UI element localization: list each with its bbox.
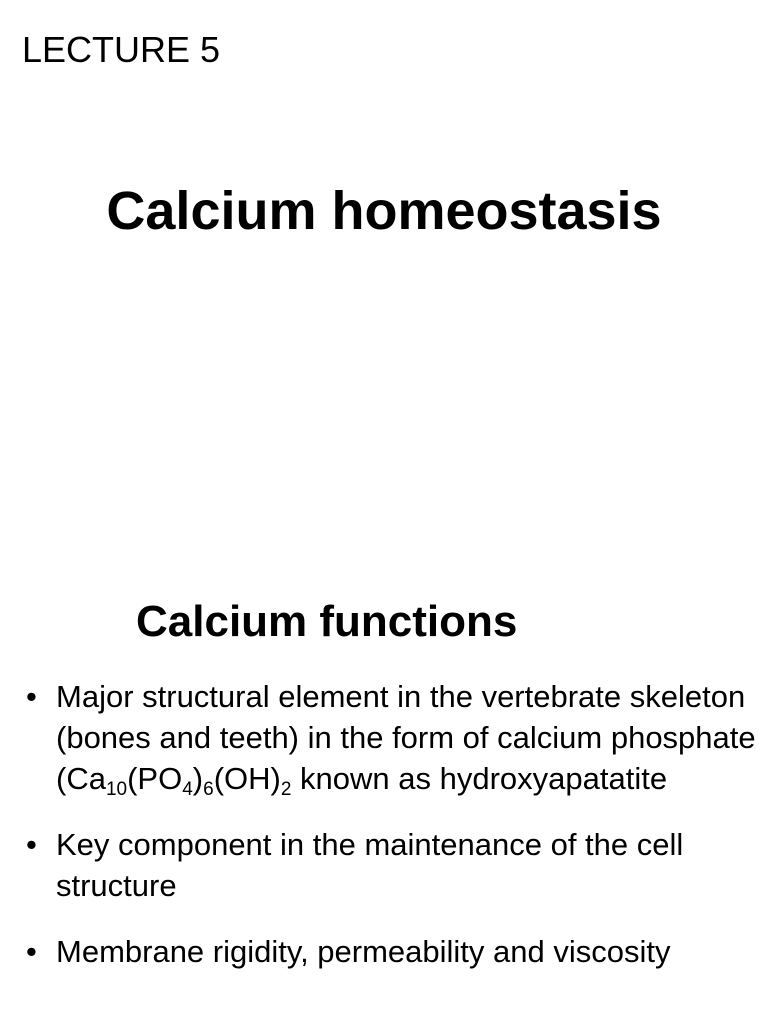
slide-calcium-functions	[0, 570, 768, 1024]
bullet-marker: •	[26, 679, 37, 714]
bullet-marker: •	[26, 934, 37, 969]
section-title: Calcium functions	[136, 597, 518, 646]
bullet-text: Key component in the maintenance of the cell structure	[56, 827, 684, 903]
list-item	[0, 824, 768, 906]
formula-subscript: 10	[105, 779, 128, 800]
bullet-text: Major structural element in the vertebrate skeleton (bones and teeth) in the form of calcium phosphate ($Ca_{10}(PO_4)_6(OH)_2$ known as hydroxyapatatite	[56, 679, 756, 800]
page-title: Calcium homeostasis	[106, 181, 662, 241]
bullet-text: Membrane rigidity, permeability and viscosity	[56, 934, 671, 969]
bullet-marker: •	[26, 827, 37, 862]
bullet-list	[0, 676, 768, 997]
formula-subscript: 2	[280, 779, 292, 800]
lecture-label: LECTURE 5	[22, 29, 221, 70]
list-item	[0, 676, 768, 799]
list-item	[0, 931, 768, 972]
formula-subscript: 4	[182, 779, 193, 800]
formula-subscript: 6	[203, 779, 214, 800]
